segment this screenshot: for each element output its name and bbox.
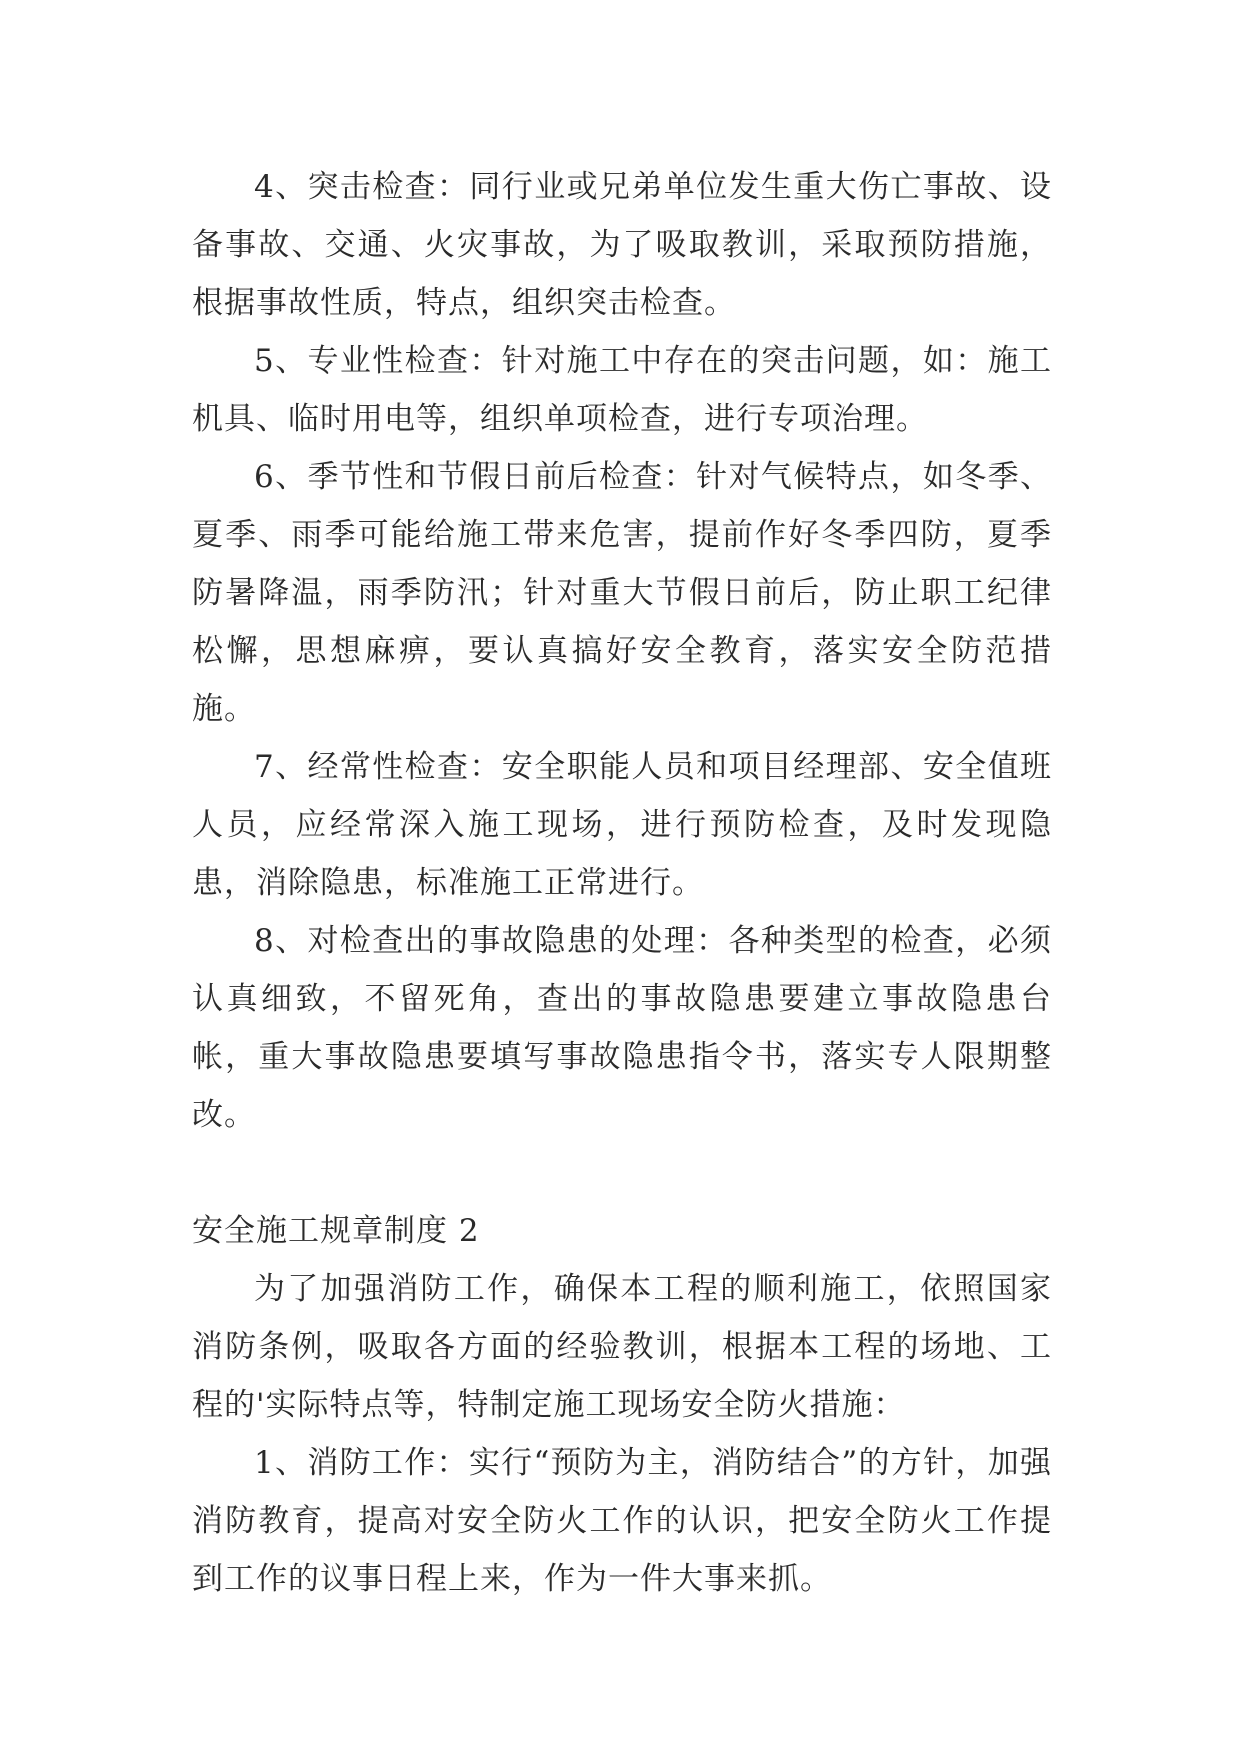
fire-item-1: 1、消防工作：实行“预防为主，消防结合”的方针，加强消防教育，提高对安全防火工作的认识，把安全防火工作提到工作的议事日程上来，作为一件大事来抓。 [192,1445,1052,1597]
inspection-item-7: 7、经常性检查：安全职能人员和项目经理部、安全值班人员，应经常深入施工现场，进行预防检查，及时发现隐患，消除隐患，标准施工正常进行。 [192,749,1052,901]
inspection-item-4: 4、突击检查：同行业或兄弟单位发生重大伤亡事故、设备事故、交通、火灾事故，为了吸取教训，采取预防措施，根据事故性质，特点，组织突击检查。 [192,169,1052,321]
inspection-item-8: 8、对检查出的事故隐患的处理：各种类型的检查，必须认真细致，不留死角，查出的事故隐患要建立事故隐患台帐，重大事故隐患要填写事故隐患指令书，落实专人限期整改。 [192,923,1052,1133]
inspection-item-5: 5、专业性检查：针对施工中存在的突击问题，如：施工机具、临时用电等，组织单项检查，进行专项治理。 [192,343,1052,437]
inspection-item-6: 6、季节性和节假日前后检查：针对气候特点，如冬季、夏季、雨季可能给施工带来危害，提前作好冬季四防，夏季防暑降温，雨季防汛；针对重大节假日前后，防止职工纪律松懈，思想麻痹，要认真搞好安全教育，落实安全防范措施。 [192,459,1052,727]
section-gap [192,1144,1052,1202]
section-intro: 为了加强消防工作，确保本工程的顺利施工，依照国家消防条例，吸取各方面的经验教训，根据本工程的场地、工程的'实际特点等，特制定施工现场安全防火措施： [192,1271,1052,1423]
section-heading: 安全施工规章制度 2 [192,1213,480,1249]
document-page [192,158,1052,1608]
